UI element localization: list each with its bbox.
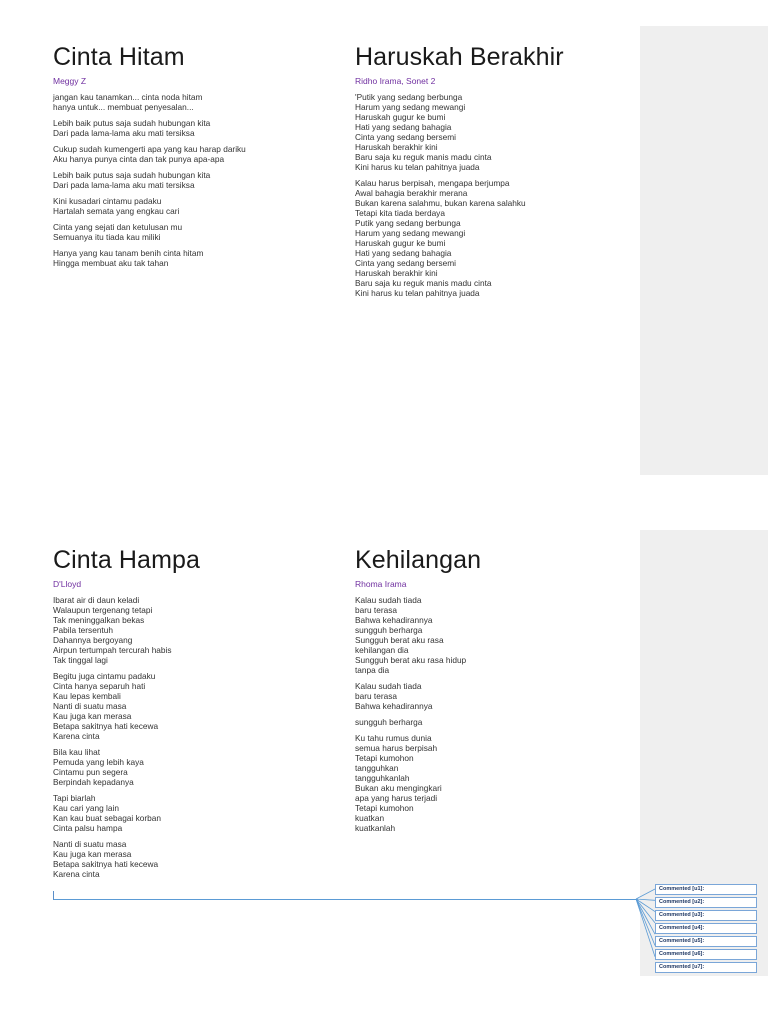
lyric-line: Pemuda yang lebih kaya (53, 757, 144, 767)
lyric-line: Kini harus ku telan pahitnya juada (355, 288, 480, 298)
lyric-line: sungguh berharga (355, 625, 423, 635)
song-cinta-hampa (53, 545, 200, 879)
lyric-line: Hartalah semata yang engkau cari (53, 206, 180, 216)
lyric-line: tangguhkan (355, 763, 399, 773)
stanza (53, 222, 246, 242)
lyric-line: Awal bahagia berakhir merana (355, 188, 468, 198)
lyric-line: Baru saja ku reguk manis madu cinta (355, 278, 492, 288)
lyric-line: hanya untuk... membuat penyesalan... (53, 102, 194, 112)
lyric-line: Pabila tersentuh (53, 625, 113, 635)
lyric-line: Harum yang sedang mewangi (355, 228, 466, 238)
lyric-line: Cukup sudah kumengerti apa yang kau harap dariku (53, 144, 246, 154)
song-artist: Rhoma Irama (355, 579, 407, 589)
lyric-line: Tak tinggal lagi (53, 655, 108, 665)
lyric-line: Cinta yang sedang bersemi (355, 132, 457, 142)
lyric-line: Cinta yang sedang bersemi (355, 258, 457, 268)
song-title: Kehilangan (355, 546, 482, 574)
lyric-line: Cintamu pun segera (53, 767, 128, 777)
lyric-line: jangan kau tanamkan... cinta noda hitam (53, 92, 203, 102)
lyric-line: Bahwa kehadirannya (355, 701, 433, 711)
lyric-line: Sungguh berat aku rasa (355, 635, 444, 645)
lyric-line: Cinta palsu hampa (53, 823, 123, 833)
song-title: Cinta Hitam (53, 43, 185, 71)
stanza (355, 733, 481, 833)
lyric-line: apa yang harus terjadi (355, 793, 438, 803)
lyrics (53, 92, 246, 268)
lyric-line: Nanti di suatu masa (53, 701, 127, 711)
lyric-line: Semuanya itu tiada kau miliki (53, 232, 161, 242)
comment-balloon[interactable]: Commented [u5]: (655, 936, 757, 947)
stanza (355, 92, 564, 172)
lyric-line: Hati yang sedang bahagia (355, 248, 452, 258)
lyric-line: kehilangan dia (355, 645, 409, 655)
comment-balloon[interactable]: Commented [u3]: (655, 910, 757, 921)
lyric-line: Walaupun tergenang tetapi (53, 605, 153, 615)
lyric-line: Berpindah kepadanya (53, 777, 134, 787)
lyric-line: kuatkanlah (355, 823, 396, 833)
lyric-line: tangguhkanlah (355, 773, 410, 783)
comment-anchor-line (54, 899, 636, 900)
stanza (53, 747, 200, 787)
lyric-line: Tetapi kumohon (355, 753, 414, 763)
comment-balloon[interactable]: Commented [u6]: (655, 949, 757, 960)
lyric-line: Dahannya bergoyang (53, 635, 133, 645)
lyric-line: Nanti di suatu masa (53, 839, 127, 849)
stanza (53, 839, 200, 879)
lyric-line: Airpun tertumpah tercurah habis (53, 645, 172, 655)
lyric-line: Ku tahu rumus dunia (355, 733, 432, 743)
lyric-line: sungguh berharga (355, 717, 423, 727)
lyric-line: Begitu juga cintamu padaku (53, 671, 156, 681)
lyric-line: Ibarat air di daun keladi (53, 595, 140, 605)
lyric-line: Tapi biarlah (53, 793, 96, 803)
lyric-line: Karena cinta (53, 731, 100, 741)
lyric-line: Kau juga kan merasa (53, 711, 132, 721)
lyric-line: Baru saja ku reguk manis madu cinta (355, 152, 492, 162)
song-title: Haruskah Berakhir (355, 43, 564, 71)
lyric-line: Haruskah gugur ke bumi (355, 112, 446, 122)
lyric-line: Kalau sudah tiada (355, 595, 422, 605)
song-title: Cinta Hampa (53, 546, 200, 574)
lyric-line: Dari pada lama-lama aku mati tersiksa (53, 180, 195, 190)
stanza (53, 671, 200, 741)
stanza (355, 178, 564, 298)
stanza (355, 717, 481, 727)
stanza (53, 595, 200, 665)
comment-balloon[interactable]: Commented [u1]: (655, 884, 757, 895)
song-artist: Ridho Irama, Sonet 2 (355, 76, 436, 86)
lyric-line: Harum yang sedang mewangi (355, 102, 466, 112)
lyric-line: Kalau harus berpisah, mengapa berjumpa (355, 178, 510, 188)
lyric-line: Hanya yang kau tanam benih cinta hitam (53, 248, 204, 258)
stanza (355, 681, 481, 711)
lyric-line: Haruskah gugur ke bumi (355, 238, 446, 248)
lyric-line: Tetapi kumohon (355, 803, 414, 813)
stanza (355, 595, 481, 675)
stanza (53, 793, 200, 833)
lyric-line: Haruskah berakhir kini (355, 142, 438, 152)
lyric-line: Kau juga kan merasa (53, 849, 132, 859)
lyric-line: Cinta hanya separuh hati (53, 681, 146, 691)
stanza (53, 118, 246, 138)
lyric-line: Kalau sudah tiada (355, 681, 422, 691)
stanza (53, 170, 246, 190)
song-kehilangan (355, 545, 481, 833)
lyric-line: Sungguh berat aku rasa hidup (355, 655, 467, 665)
lyric-line: Kau cari yang lain (53, 803, 119, 813)
lyric-line: kuatkan (355, 813, 385, 823)
lyrics (355, 595, 481, 833)
song-haruskah-berakhir (355, 42, 564, 298)
lyric-line: tanpa dia (355, 665, 390, 675)
lyrics (53, 595, 200, 879)
lyric-line: 'Putik yang sedang berbunga (355, 92, 463, 102)
lyric-line: Aku hanya punya cinta dan tak punya apa-apa (53, 154, 225, 164)
lyric-line: Kau lepas kembali (53, 691, 121, 701)
comment-balloon[interactable]: Commented [u2]: (655, 897, 757, 908)
lyric-line: Kini harus ku telan pahitnya juada (355, 162, 480, 172)
stanza (53, 248, 246, 268)
lyric-line: Bukan karena salahmu, bukan karena salahku (355, 198, 526, 208)
stanza (53, 92, 246, 112)
lyric-line: Kini kusadari cintamu padaku (53, 196, 162, 206)
stanza (53, 196, 246, 216)
lyric-line: Hingga membuat aku tak tahan (53, 258, 169, 268)
stanza (53, 144, 246, 164)
song-cinta-hitam (53, 42, 246, 268)
lyric-line: Bila kau lihat (53, 747, 101, 757)
lyric-line: Lebih baik putus saja sudah hubungan kita (53, 118, 211, 128)
lyric-line: Bahwa kehadirannya (355, 615, 433, 625)
lyric-line: baru terasa (355, 691, 397, 701)
comment-balloon[interactable]: Commented [u7]: (655, 962, 757, 973)
lyric-line: Putik yang sedang berbunga (355, 218, 461, 228)
comment-pane-top (640, 26, 768, 475)
lyric-line: Haruskah berakhir kini (355, 268, 438, 278)
lyric-line: Bukan aku mengingkari (355, 783, 442, 793)
lyric-line: Betapa sakitnya hati kecewa (53, 721, 159, 731)
lyric-line: Cinta yang sejati dan ketulusan mu (53, 222, 183, 232)
lyric-line: Dari pada lama-lama aku mati tersiksa (53, 128, 195, 138)
lyric-line: Kan kau buat sebagai korban (53, 813, 161, 823)
song-artist: Meggy Z (53, 76, 87, 86)
lyric-line: Lebih baik putus saja sudah hubungan kita (53, 170, 211, 180)
lyrics (355, 92, 564, 298)
lyric-line: Hati yang sedang bahagia (355, 122, 452, 132)
lyric-line: Karena cinta (53, 869, 100, 879)
song-artist: D'Lloyd (53, 579, 82, 589)
lyric-line: Tak meninggalkan bekas (53, 615, 145, 625)
lyric-line: baru terasa (355, 605, 397, 615)
lyric-line: semua harus berpisah (355, 743, 438, 753)
lyric-line: Tetapi kita tiada berdaya (355, 208, 445, 218)
lyric-line: Betapa sakitnya hati kecewa (53, 859, 159, 869)
comment-list (655, 884, 757, 975)
comment-balloon[interactable]: Commented [u4]: (655, 923, 757, 934)
